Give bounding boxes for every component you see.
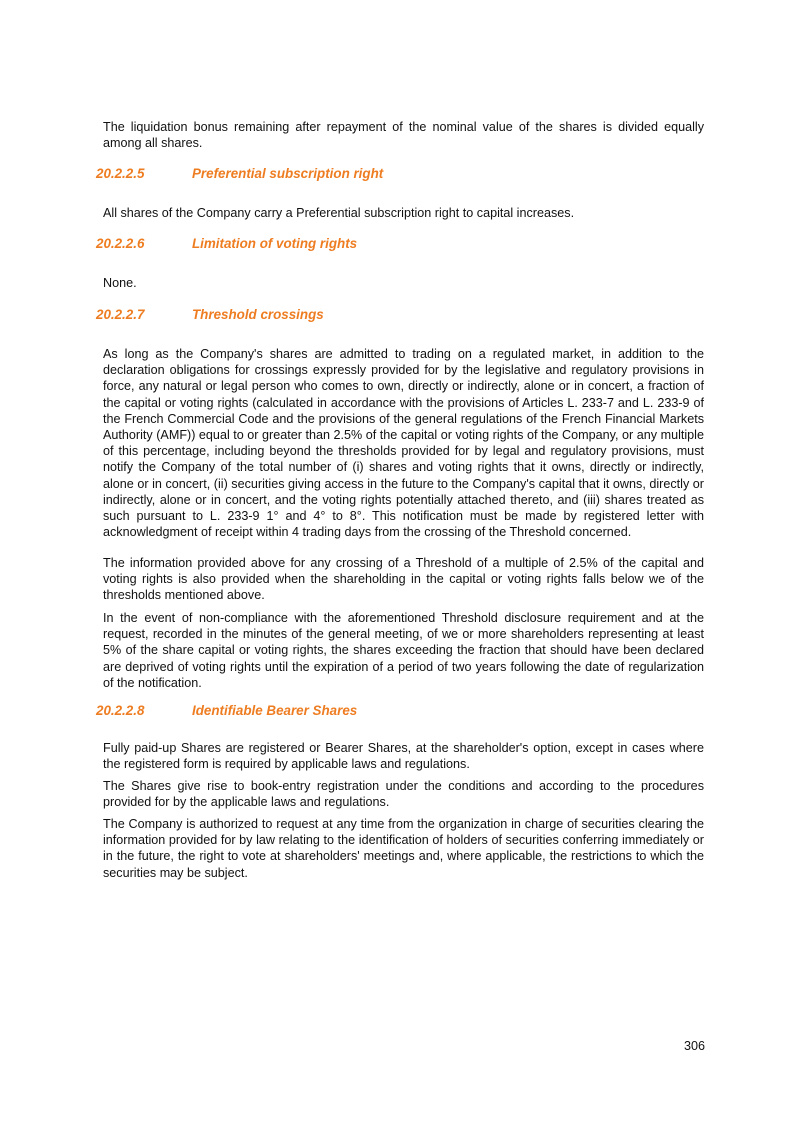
section-title: Limitation of voting rights (192, 236, 358, 251)
bearer-shares-paragraph-2: The Shares give rise to book-entry registration under the conditions and according to the procedures provided for by the applicable laws and regulations. (103, 779, 704, 810)
bearer-shares-paragraph-1: Fully paid-up Shares are registered or Bearer Shares, at the shareholder's option, except in cases where the registered form is required by applicable laws and regulations. (103, 741, 704, 772)
threshold-crossings-paragraph-3: In the event of non-compliance with the aforementioned Threshold disclosure requirement and at the request, recorded in the minutes of the general meeting, of we or more shareholders representing at least 5% of the share capital or voting rights, the shares exceeding the fraction that should have been declared are deprived of voting rights until the expiration of a period of two years following the date of regularization of the notification. (103, 611, 704, 690)
section-number: 20.2.2.6 (96, 236, 145, 251)
section-title: Threshold crossings (192, 307, 324, 322)
threshold-crossings-paragraph-1: As long as the Company's shares are admitted to trading on a regulated market, in addition to the declaration obligations for crossings expressly provided for by the legislative and regulatory provisions in force, any natural or legal person who comes to own, directly or indirectly, alone or in concert, a fraction of the capital or voting rights (calculated in accordance with the provisions of Articles L. 233-7 and L. 233-9 of the French Commercial Code and the provisions of the general regulations of the French Financial Markets Authority (AMF)) equal to or greater than 2.5% of the capital or voting rights of the Company, or any multiple of this percentage, including beyond the thresholds provided for by legal and regulatory provisions, must notify the Company of the total number of (i) shares and voting rights that it owns, directly or indirectly, alone or in concert, (ii) securities giving access in the future to the Company's capital that it owns, directly or indirectly, alone or in concert, and the voting rights potentially attached thereto, and (iii) shares treated as such pursuant to L. 233-9 1° and 4° to 8°. This notification must be made by registered letter with acknowledgment of receipt within 4 trading days from the crossing of the Threshold concerned. (103, 347, 704, 540)
section-title: Preferential subscription right (192, 166, 384, 181)
section-heading-identifiable-bearer-shares (96, 703, 357, 719)
section-title: Identifiable Bearer Shares (192, 703, 358, 718)
preferential-subscription-paragraph: All shares of the Company carry a Preferential subscription right to capital increases. (103, 206, 575, 220)
section-heading-threshold-crossings (96, 307, 324, 323)
page-number: 306 (683, 1039, 705, 1053)
section-heading-preferential-subscription (96, 166, 383, 182)
liquidation-bonus-paragraph: The liquidation bonus remaining after repayment of the nominal value of the shares is divided equally among all shares. (103, 120, 704, 151)
section-number: 20.2.2.7 (96, 307, 145, 322)
section-number: 20.2.2.8 (96, 703, 145, 718)
bearer-shares-paragraph-3: The Company is authorized to request at any time from the organization in charge of securities clearing the information provided for by law relating to the identification of holders of securities conferring immediately or in the future, the right to vote at shareholders' meetings and, where applicable, the restrictions to which the securities may be subject. (103, 817, 704, 880)
threshold-crossings-paragraph-2: The information provided above for any crossing of a Threshold of a multiple of 2.5% of the capital and voting rights is also provided when the shareholding in the capital or voting rights falls below we of the thresholds mentioned above. (103, 556, 704, 603)
section-heading-limitation-voting-rights (96, 236, 357, 252)
limitation-voting-rights-paragraph: None. (103, 276, 137, 290)
section-number: 20.2.2.5 (96, 166, 145, 181)
